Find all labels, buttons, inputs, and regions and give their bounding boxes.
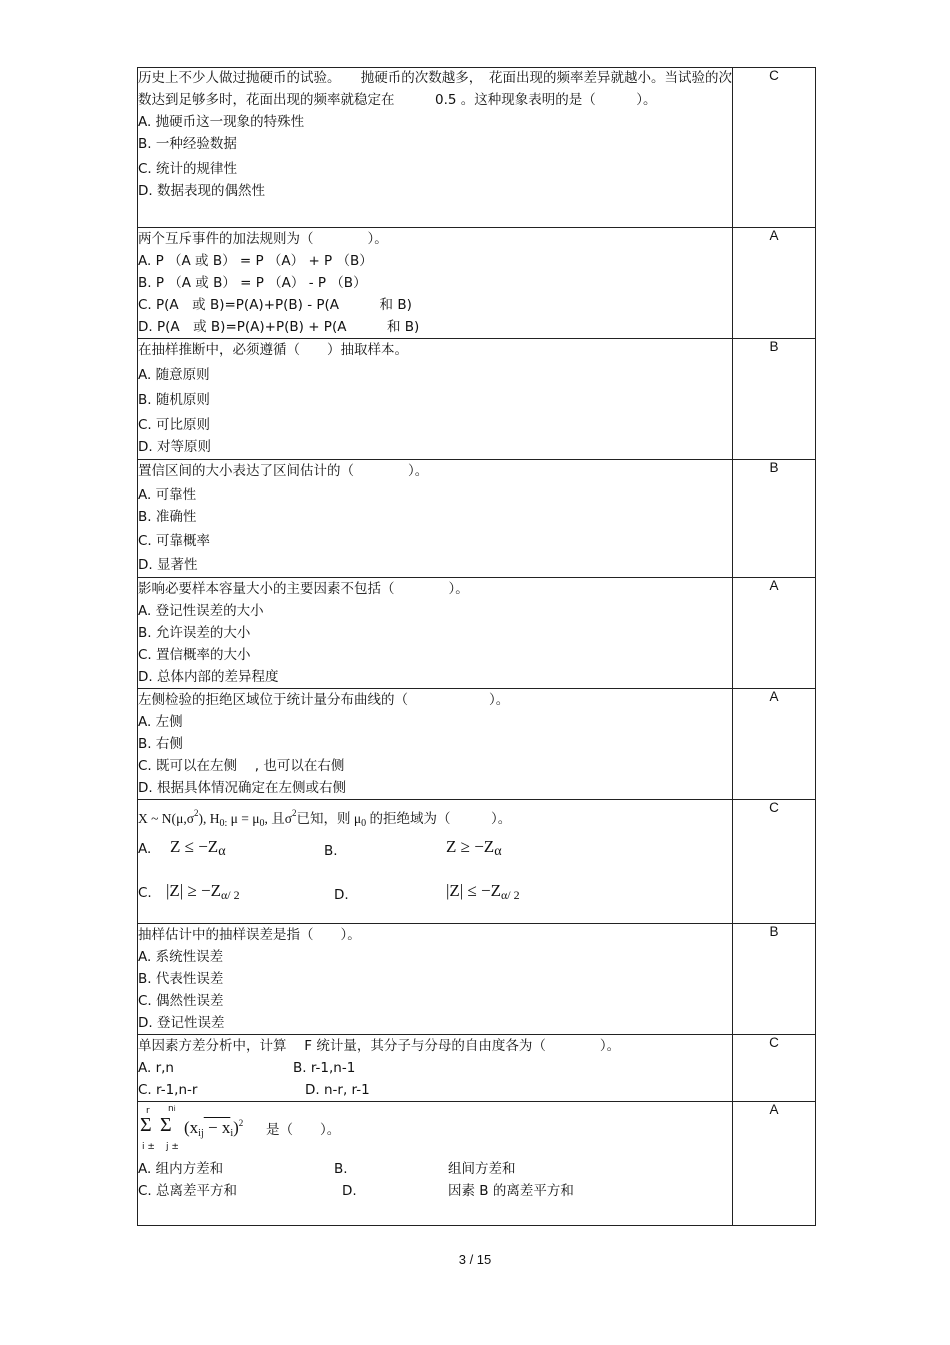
sum-body [184, 1118, 243, 1139]
option: B. 随机原则 [138, 392, 210, 408]
answer-cell: C [733, 800, 816, 924]
stem-sub: 0 [259, 818, 265, 829]
question-row [138, 689, 816, 800]
question-cell [138, 460, 733, 578]
stem-text: 的拒绝域为（ ）。 [366, 811, 512, 826]
option-row [138, 835, 732, 879]
option-row [138, 1057, 732, 1079]
question-stem: 在抽样推断中，必须遵循（ ）抽取样本。 [138, 342, 408, 358]
question-row [138, 578, 816, 689]
stem-text: μ = μ [227, 811, 260, 826]
option: D. n-r, r-1 [305, 1082, 370, 1098]
option-row [138, 1180, 732, 1202]
question-stem: 单因素方差分析中，计算 F 统计量，其分子与分母的自由度各为（ ）。 [138, 1038, 621, 1054]
expr-text: − x [203, 1118, 231, 1137]
option-text: 组间方差和 [448, 1161, 516, 1177]
option-row [138, 879, 732, 923]
expr-text: (x [184, 1118, 199, 1137]
option: C. 统计的规律性 [138, 161, 238, 177]
expr-text: Z ≤ −Z [170, 837, 219, 856]
option: D. 显著性 [138, 557, 198, 573]
sum-symbol: Σ [160, 1114, 172, 1136]
answer-cell: A [733, 1102, 816, 1226]
stem-sub: 0: [219, 818, 228, 829]
option: D. 登记性误差 [138, 1015, 225, 1031]
question-cell [138, 1102, 733, 1226]
option-expression [166, 881, 240, 903]
stem-text: ,σ [183, 811, 194, 826]
question-row [138, 1035, 816, 1102]
stem-sup: 2 [292, 808, 297, 818]
sum-symbol: Σ [140, 1114, 152, 1136]
question-stem: 置信区间的大小表达了区间估计的（ ）。 [138, 463, 429, 479]
answer-cell: B [733, 460, 816, 578]
page-number: 3 / 15 [458, 1252, 492, 1267]
option: B. r-1,n-1 [293, 1060, 356, 1076]
answer-cell: A [733, 689, 816, 800]
option: B. 右侧 [138, 736, 183, 752]
sum-upper-sub: i [173, 1105, 176, 1113]
option-expression [170, 837, 226, 860]
expr-text: |Z| ≥ −Z [166, 881, 221, 900]
option-label: A. [138, 841, 152, 857]
option: B. 一种经验数据 [138, 136, 237, 152]
question-cell [138, 578, 733, 689]
expr-sub: ij [198, 1128, 204, 1139]
expr-sub: i [230, 1128, 234, 1139]
expr-sub: α [494, 844, 502, 859]
question-stem: 抽样估计中的抽样误差是指（ ）。 [138, 927, 361, 943]
stem-text: ), H [198, 811, 220, 826]
question-cell [138, 339, 733, 460]
option: C. 可比原则 [138, 417, 211, 433]
question-row [138, 339, 816, 460]
option: D. 根据具体情况确定在左侧或右侧 [138, 780, 346, 796]
option-label: B. [324, 843, 338, 859]
stem-text: , 且σ [264, 811, 292, 826]
option: C. 置信概率的大小 [138, 647, 251, 663]
option: A. 左侧 [138, 714, 183, 730]
option: C. 总离差平方和 [138, 1183, 238, 1199]
answer-cell: C [733, 1035, 816, 1102]
stem-text: μ [353, 811, 362, 826]
option: B. 允许误差的大小 [138, 625, 251, 641]
question-cell [138, 1035, 733, 1102]
question-stem: 两个互斥事件的加法规则为（ ）。 [138, 231, 388, 247]
option-row [138, 1158, 732, 1180]
stem-text: 已知，则 [296, 811, 354, 826]
option-label: D. [334, 887, 349, 903]
question-cell [138, 800, 733, 924]
question-cell [138, 228, 733, 339]
option: C. 既可以在左侧 , 也可以在右侧 [138, 758, 345, 774]
expr-text: ) [233, 1118, 239, 1137]
sum-lower: i ± [142, 1142, 155, 1152]
option: D. 数据表现的偶然性 [138, 183, 265, 199]
question-stem: 影响必要样本容量大小的主要因素不包括（ ）。 [138, 581, 469, 597]
option: A. r,n [138, 1060, 174, 1076]
stem-tail: 是（ ）。 [266, 1122, 341, 1138]
option: D. 总体内部的差异程度 [138, 669, 279, 685]
option: C. r-1,n-r [138, 1082, 198, 1098]
question-cell [138, 924, 733, 1035]
question-row [138, 1102, 816, 1226]
stem-sub: 0 [361, 818, 367, 829]
option: C. 可靠概率 [138, 533, 211, 549]
option: D. 对等原则 [138, 439, 211, 455]
sum-upper: r [146, 1106, 150, 1116]
question-row [138, 800, 816, 924]
option: A. 随意原则 [138, 367, 210, 383]
summation-expression [138, 1102, 732, 1158]
option: C. 偶然性误差 [138, 993, 224, 1009]
option: C. P(A 或 B)=P(A)+P(B) - P(A 和 B) [138, 297, 412, 313]
stem-sup: 2 [193, 808, 199, 818]
option-label: C. [138, 885, 152, 901]
option-expression [446, 837, 502, 860]
option: A. P （A 或 B） = P （A） + P （B） [138, 253, 373, 269]
expr-sub: α/ 2 [221, 888, 240, 902]
expr-sub: α [218, 844, 226, 859]
answer-cell: C [733, 68, 816, 228]
answer-cell: A [733, 228, 816, 339]
expr-sup: 2 [238, 1118, 244, 1128]
question-row [138, 924, 816, 1035]
sum-upper [168, 1104, 176, 1114]
question-stem: 左侧检验的拒绝区域位于统计量分布曲线的（ ）。 [138, 692, 510, 708]
question-cell [138, 689, 733, 800]
question-cell [138, 68, 733, 228]
question-stem [138, 802, 732, 835]
option: B. 准确性 [138, 509, 197, 525]
option: A. 登记性误差的大小 [138, 603, 264, 619]
option: B. P （A 或 B） = P （A） - P （B） [138, 275, 367, 291]
answer-cell: B [733, 924, 816, 1035]
option: A. 组内方差和 [138, 1161, 224, 1177]
option: A. 可靠性 [138, 487, 197, 503]
expr-sub: α/ 2 [501, 888, 520, 902]
stem-text: X ~ N( [138, 811, 177, 826]
option-label: B. [334, 1161, 348, 1177]
option-label: D. [342, 1183, 357, 1199]
option-row [138, 1079, 732, 1101]
answer-cell: A [733, 578, 816, 689]
question-stem: 历史上不少人做过抛硬币的试验。 抛硬币的次数越多， 花面出现的频率差异就越小。当试验的次数达到足够多时，花面出现的频率就稳定在 0.5 。这种现象表明的是（ ）。 [138, 70, 732, 108]
expr-text: Z ≥ −Z [446, 837, 495, 856]
stem-text: μ [176, 811, 184, 826]
answer-cell: B [733, 339, 816, 460]
question-row [138, 460, 816, 578]
option-text: 因素 B 的离差平方和 [448, 1183, 574, 1199]
question-row [138, 68, 816, 228]
option: B. 代表性误差 [138, 971, 224, 987]
sum-lower: j ± [166, 1142, 179, 1152]
option: D. P(A 或 B)=P(A)+P(B) + P(A 和 B) [138, 319, 420, 335]
question-table [137, 67, 816, 1226]
option: A. 系统性误差 [138, 949, 224, 965]
option-expression [446, 881, 520, 903]
option: A. 抛硬币这一现象的特殊性 [138, 114, 305, 130]
question-row [138, 228, 816, 339]
expr-text: |Z| ≤ −Z [446, 881, 501, 900]
sum-upper-text: n [168, 1104, 174, 1114]
